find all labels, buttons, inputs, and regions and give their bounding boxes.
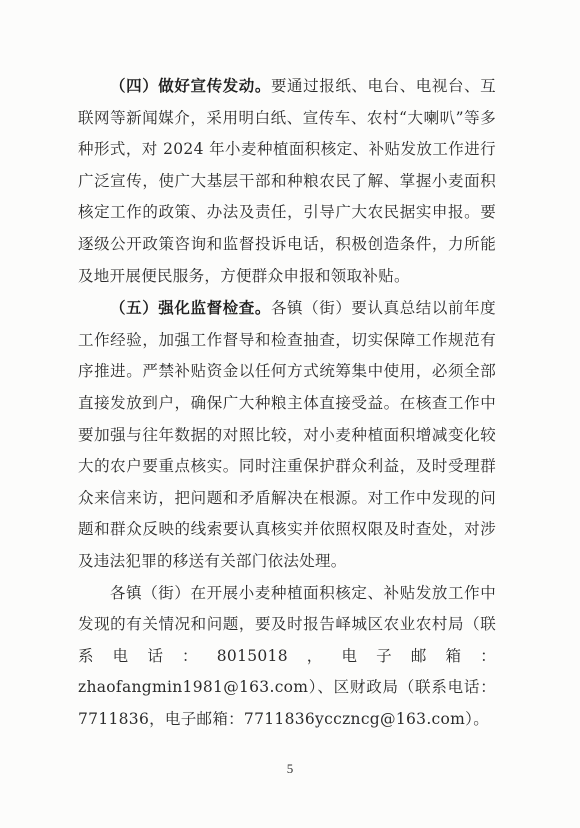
paragraph-reporting xyxy=(78,578,496,736)
document-body xyxy=(78,70,496,735)
page-number: 5 xyxy=(286,761,294,776)
section-heading-supervision: （五）强化监督检查。 xyxy=(110,298,271,318)
paragraph-publicity xyxy=(78,70,496,292)
paragraph-text-reporting: 各镇（街）在开展小麦种植面积核定、补贴发放工作中发现的有关情况和问题，要及时报告峄城区农业农村局（联系电话：8015018，电子邮箱：zhaofangmin1981@163.com）、区财政局（联系电话：7711836，电子邮箱：7711836ycczncg@163.com）。 xyxy=(78,583,496,728)
paragraph-text-supervision: 各镇（街）要认真总结以前年度工作经验，加强工作督导和检查抽查，切实保障工作规范有序推进。严禁补贴资金以任何方式统筹集中使用，必须全部直接发放到户，确保广大种粮主体直接受益。在核查工作中要加强与往年数据的对照比较，对小麦种植面积增减变化较大的农户要重点核实。同时注重保护群众利益，及时受理群众来信来访，把问题和矛盾解决在根源。对工作中发现的问题和群众反映的线索要认真核实并依照权限及时查处，对涉及违法犯罪的移送有关部门依法处理。 xyxy=(78,299,496,570)
paragraph-text-publicity: 要通过报纸、电台、电视台、互联网等新闻媒介，采用明白纸、宣传车、农村“大喇叭”等多种形式，对 2024 年小麦种植面积核定、补贴发放工作进行广泛宣传，使广大基层干部和种粮农民了解、掌握小麦面积核定工作的政策、办法及责任，引导广大农民据实申报。要逐级公开政策咨询和监督投诉电话，积极创造条件，力所能及地开展便民服务，方便群众申报和领取补贴。 xyxy=(78,77,496,285)
section-heading-publicity: （四）做好宣传发动。 xyxy=(110,76,271,95)
paragraph-supervision xyxy=(78,292,496,577)
